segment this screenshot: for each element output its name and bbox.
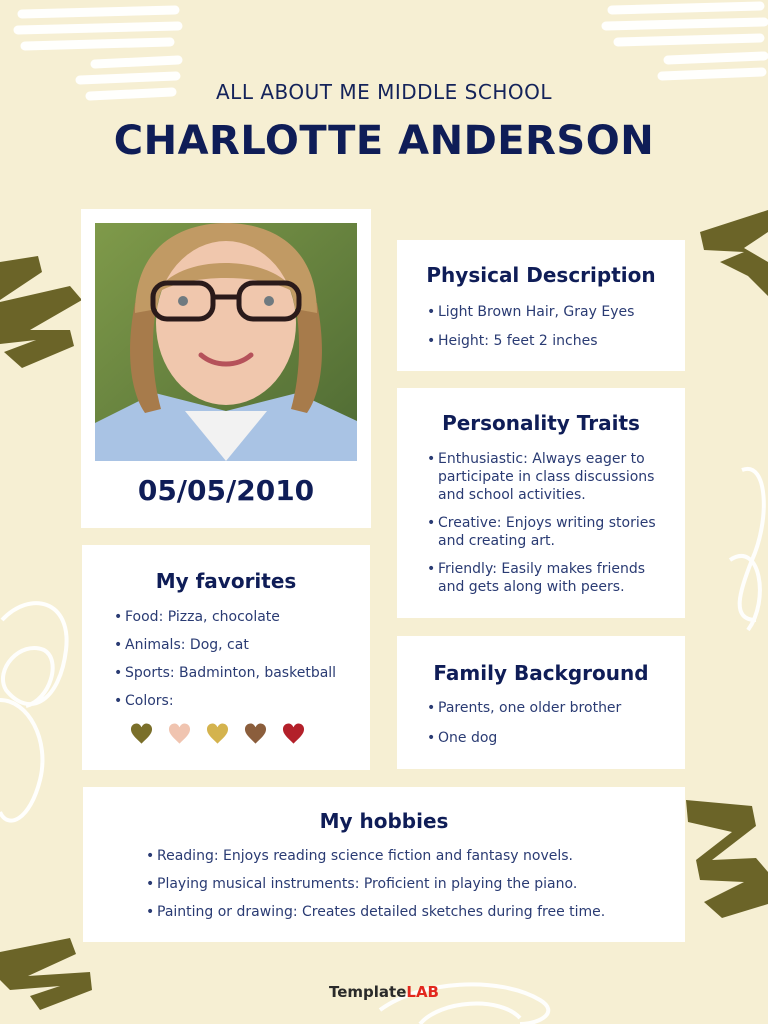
brand-suffix: LAB: [406, 983, 439, 1001]
list-item: • Creative: Enjoys writing stories and creating art.: [438, 514, 670, 550]
list-item: • Painting or drawing: Creates detailed sketches during free time.: [157, 903, 657, 921]
favorites-heading: My favorites: [155, 569, 297, 593]
heart-icon: [130, 722, 153, 746]
family-background-card: [397, 636, 685, 769]
list-item: • Sports: Badminton, basketball: [125, 664, 355, 682]
list-item: • Friendly: Easily makes friends and gets along with peers.: [438, 560, 670, 596]
personality-traits-list: [438, 450, 670, 596]
list-item: • One dog: [438, 729, 668, 747]
student-photo: [95, 223, 357, 461]
family-background-list: [438, 699, 668, 747]
list-item: • Enthusiastic: Always eager to participate in class discussions and school activities.: [438, 450, 670, 504]
physical-description-list: [438, 303, 668, 350]
list-item: • Animals: Dog, cat: [125, 636, 355, 654]
list-item: • Height: 5 feet 2 inches: [438, 332, 668, 350]
list-item: • Parents, one older brother: [438, 699, 668, 717]
list-item: • Food: Pizza, chocolate: [125, 608, 355, 626]
heart-icon: [244, 722, 267, 746]
heart-icon: [168, 722, 191, 746]
list-item: • Colors:: [125, 692, 355, 710]
hobbies-heading: My hobbies: [319, 809, 449, 833]
birthdate: 05/05/2010: [137, 474, 315, 507]
heart-icon: [206, 722, 229, 746]
favorites-list: [125, 608, 355, 710]
list-item: • Light Brown Hair, Gray Eyes: [438, 303, 668, 321]
hobbies-list: [157, 847, 657, 921]
brand-logo: [0, 983, 768, 1001]
page-subtitle: ALL ABOUT ME MIDDLE SCHOOL: [216, 80, 552, 104]
personality-traits-card: [397, 388, 685, 618]
student-name: CHARLOTTE ANDERSON: [113, 118, 655, 164]
physical-description-heading: Physical Description: [426, 263, 656, 287]
heart-icon: [282, 722, 305, 746]
personality-traits-heading: Personality Traits: [442, 411, 640, 435]
hobbies-card: [83, 787, 685, 942]
brand-prefix: Template: [329, 983, 407, 1001]
family-background-heading: Family Background: [433, 661, 649, 685]
favorites-card: [82, 545, 370, 770]
favorite-colors: [130, 722, 305, 746]
physical-description-card: [397, 240, 685, 371]
list-item: • Reading: Enjoys reading science fiction and fantasy novels.: [157, 847, 657, 865]
photo-card: [81, 209, 371, 528]
list-item: • Playing musical instruments: Proficient in playing the piano.: [157, 875, 657, 893]
